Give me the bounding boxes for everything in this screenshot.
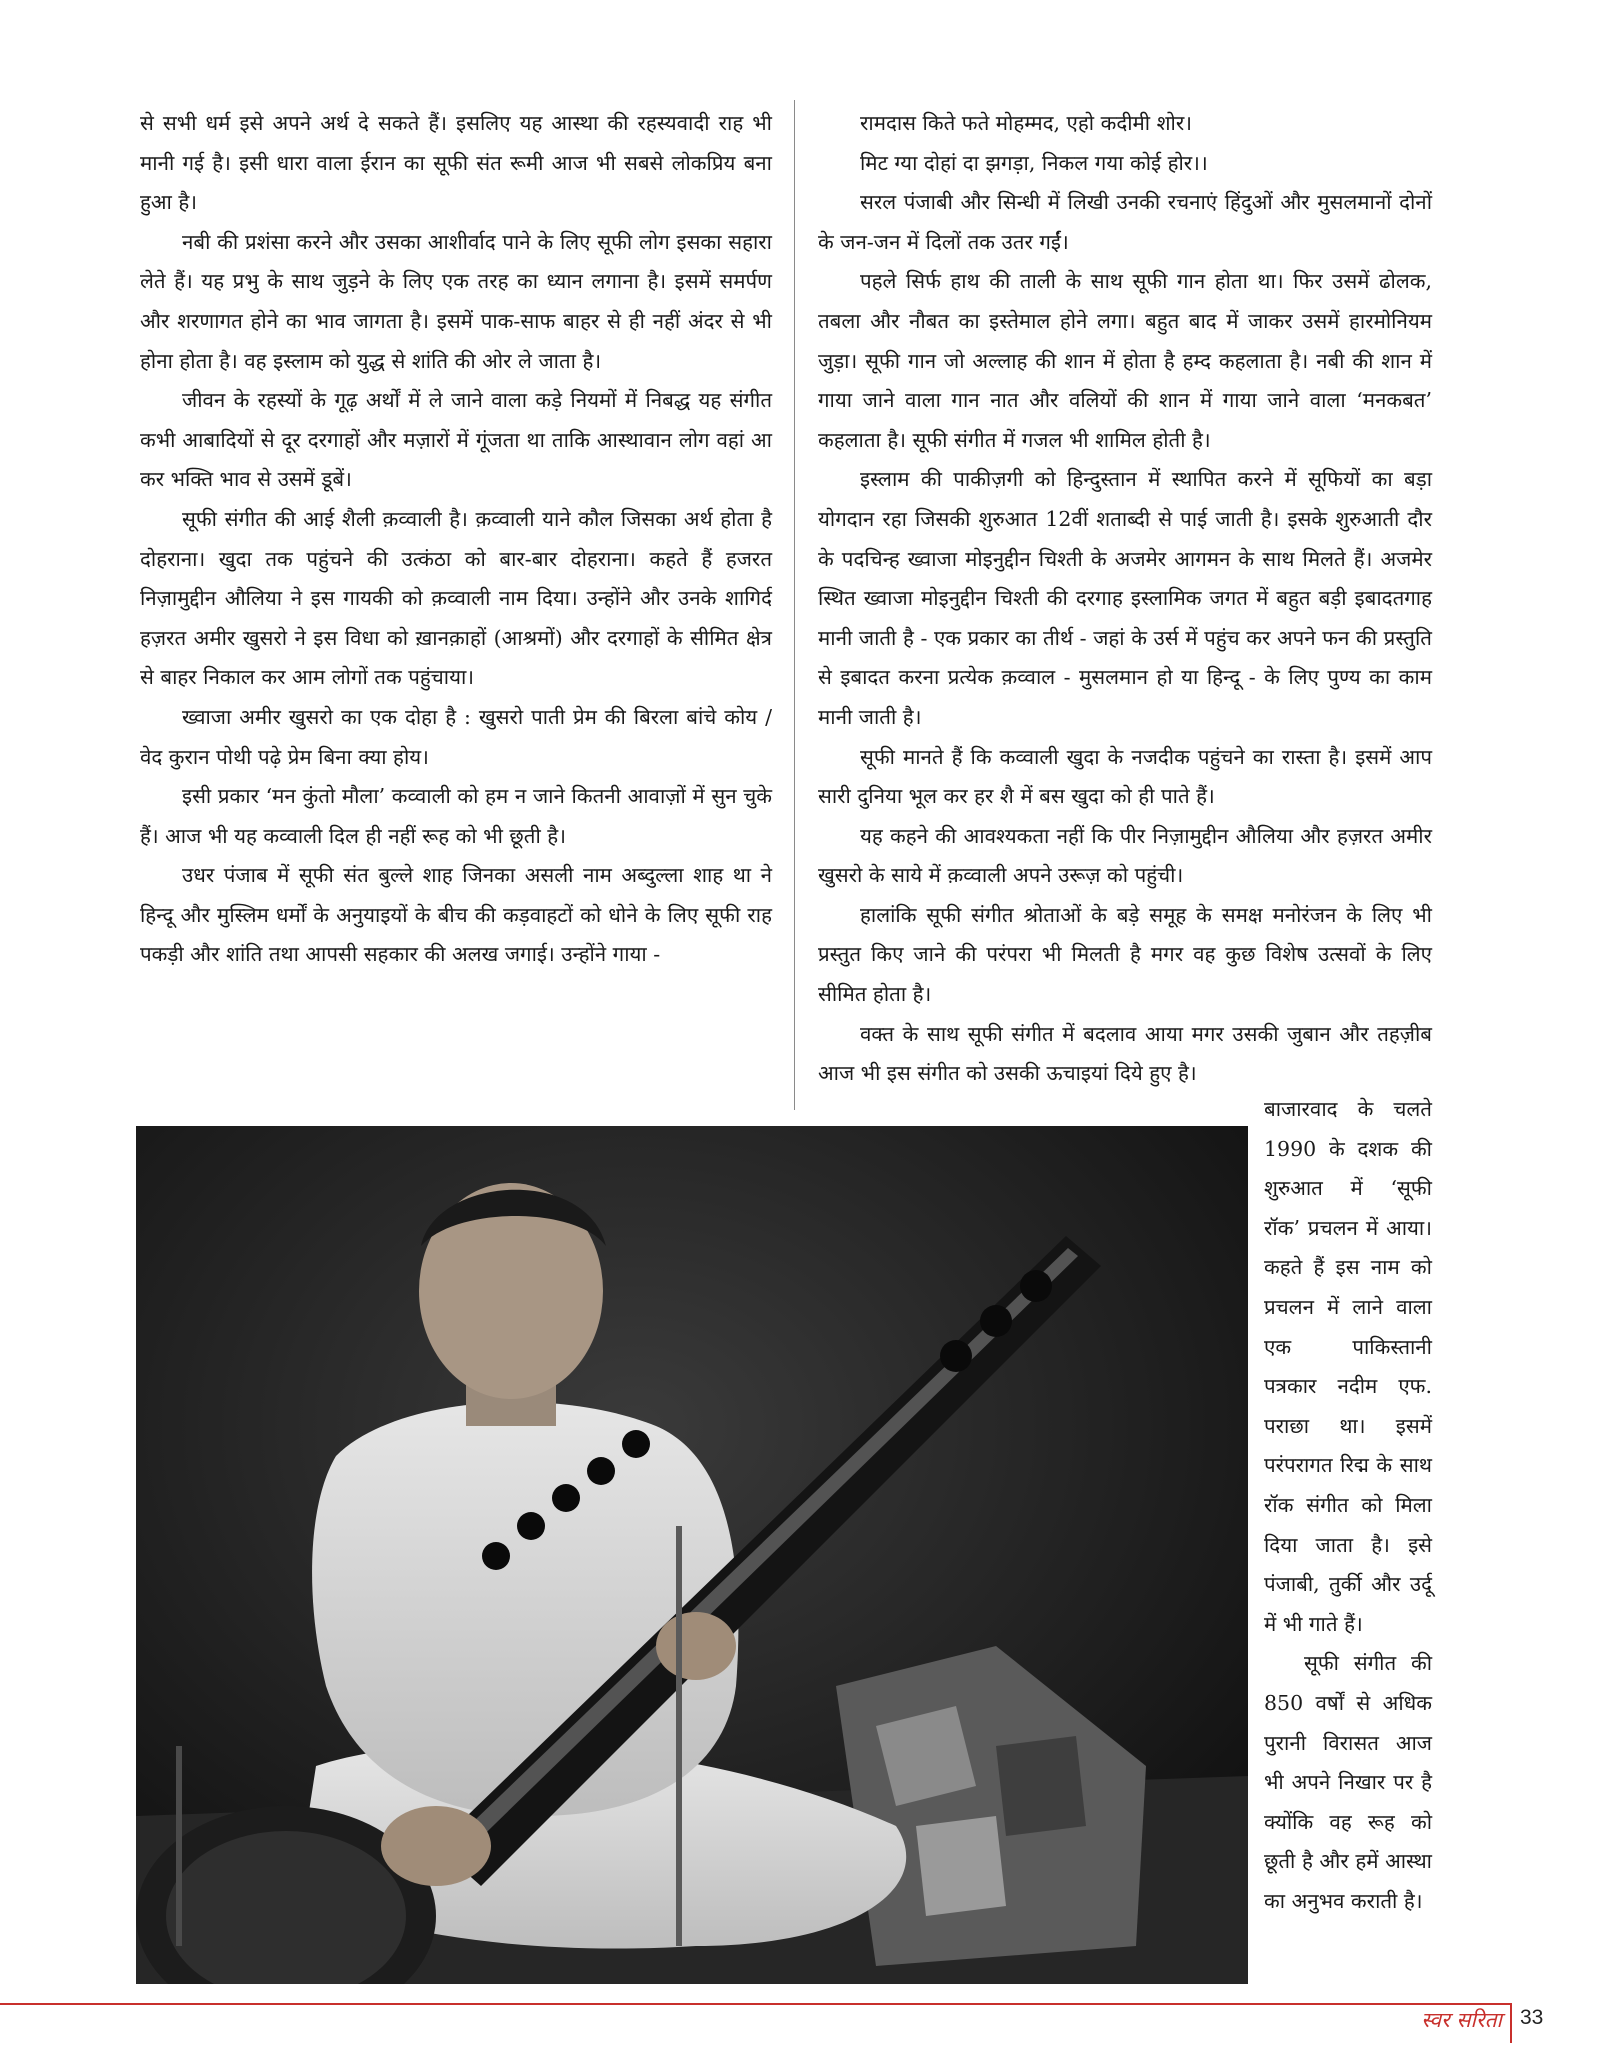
sidebar-text: [1264, 1090, 1432, 1921]
paragraph: बाजारवाद के चलते 1990 के दशक की शुरुआत में ‘सूफी रॉक’ प्रचलन में आया। कहते हैं इस नाम को प्रचलन में लाने वाला एक पाकिस्तानी पत्रकार नदीम एफ. पराछा था। इसमें परंपरागत रिद्म के साथ रॉक संगीत को मिला दिया जाता है। इसे पंजाबी, तुर्की और उर्दू में भी गाते हैं।: [1264, 1097, 1432, 1636]
paragraph: से सभी धर्म इसे अपने अर्थ दे सकते हैं। इसलिए यह आस्था की रहस्यवादी राह भी मानी गई है। इसी धारा वाला ईरान का सूफी संत रूमी आज भी सबसे लोकप्रिय बना हुआ है।: [140, 111, 772, 215]
paragraph: इसी प्रकार ‘मन कुंतो मौला’ कव्वाली को हम न जाने कितनी आवाज़ों में सुन चुके हैं। आज भी यह कव्वाली दिल ही नहीं रूह को भी छूती है।: [140, 784, 772, 848]
paragraph: सूफी संगीत की 850 वर्षों से अधिक पुरानी विरासत आज भी अपने निखार पर है क्योंकि वह रूह को छूती है और हमें आस्था का अनुभव कराती है।: [1264, 1651, 1432, 1913]
paragraph: जीवन के रहस्यों के गूढ़ अर्थों में ले जाने वाला कड़े नियमों में निबद्ध यह संगीत कभी आबादियों से दूर दरगाहों और मज़ारों में गूंजता था ताकि आस्थावान लोग वहां आ कर भक्ति भाव से उसमें डूबें।: [140, 388, 772, 492]
sitar-player-photo: [136, 1126, 1248, 1984]
paragraph: हालांकि सूफी संगीत श्रोताओं के बड़े समूह के समक्ष मनोरंजन के लिए भी प्रस्तुत किए जाने की परंपरा भी मिलती है मगर वह कुछ विशेष उत्सवों के लिए सीमित होता है।: [818, 902, 1432, 1007]
paragraph: इस्लाम की पाकीज़गी को हिन्दुस्तान में स्थापित करने में सूफियों का बड़ा योगदान रहा जिसकी शुरुआत 12वीं शताब्दी से पाई जाती है। इसके शुरुआती दौर के पदचिन्ह ख्वाजा मोइनुद्दीन चिश्ती के अजमेर आगमन के साथ मिलते हैं। अजमेर स्थित ख्वाजा मोइनुद्दीन चिश्ती की दरगाह इस्लामिक जगत में बहुत बड़ी इबादतगाह मानी जाती है - एक प्रकार का तीर्थ - जहां के उर्स में पहुंच कर अपने फन की प्रस्तुति से इबादत करना प्रत्येक क़व्वाल - मुसलमान हो या हिन्दू - के लिए पुण्य का काम मानी जाती है।: [818, 467, 1432, 729]
paragraph: सरल पंजाबी और सिन्धी में लिखी उनकी रचनाएं हिंदुओं और मुसलमानों दोनों के जन-जन में दिलों तक उतर गईं।: [818, 190, 1432, 254]
left-column: [140, 104, 772, 975]
footer-divider: [1510, 2003, 1512, 2043]
paragraph: वक्त के साथ सूफी संगीत में बदलाव आया मगर उसकी जुबान और तहज़ीब आज भी इस संगीत को उसकी ऊचाइयां दिये हुए है।: [818, 1021, 1432, 1086]
paragraph: सूफी संगीत की आई शैली क़व्वाली है। क़व्वाली याने कौल जिसका अर्थ होता है दोहराना। खुदा तक पहुंचने की उत्कंठा को बार-बार दोहराना। कहते हैं हजरत निज़ामुद्दीन औलिया ने इस गायकी को क़व्वाली नाम दिया। उन्होंने और उनके शागिर्द हज़रत अमीर खुसरो ने इस विधा को ख़ानक़ाहों (आश्रमों) और दरगाहों के सीमित क्षेत्र से बाहर निकाल कर आम लोगों तक पहुंचाया।: [140, 506, 772, 690]
page-number: 33: [1520, 2006, 1544, 2029]
paragraph: उधर पंजाब में सूफी संत बुल्ले शाह जिनका असली नाम अब्दुल्ला शाह था ने हिन्दू और मुस्लिम धर्मों के अनुयाइयों के बीच की कड़वाहटों को धोने के लिए सूफी राह पकड़ी और शांति तथा आपसी सहकार की अलख जगाई। उन्होंने गाया -: [140, 863, 772, 967]
right-column: [818, 104, 1432, 1094]
paragraph: सूफी मानते हैं कि कव्वाली खुदा के नजदीक पहुंचने का रास्ता है। इसमें आप सारी दुनिया भूल कर हर शै में बस खुदा को ही पाते हैं।: [818, 744, 1432, 809]
paragraph: ख्वाजा अमीर खुसरो का एक दोहा है : खुसरो पाती प्रेम की बिरला बांचे कोय / वेद कुरान पोथी पढ़े प्रेम बिना क्या होय।: [140, 704, 772, 769]
magazine-name: स्वर सरिता: [1421, 2008, 1502, 2032]
paragraph: नबी की प्रशंसा करने और उसका आशीर्वाद पाने के लिए सूफी लोग इसका सहारा लेते हैं। यह प्रभु के साथ जुड़ने के लिए एक तरह का ध्यान लगाना है। इसमें समर्पण और शरणागत होने का भाव जागता है। इसमें पाक-साफ बाहर से ही नहीं अंदर से भी होना होता है। वह इस्लाम को युद्ध से शांति की ओर ले जाता है।: [140, 229, 772, 373]
footer-rule: [0, 2003, 1510, 2005]
paragraph: यह कहने की आवश्यकता नहीं कि पीर निज़ामुद्दीन औलिया और हज़रत अमीर खुसरो के साये में क़व्वाली अपने उरूज़ को पहुंची।: [818, 823, 1432, 888]
sitar-player-photo-icon: [136, 1126, 1248, 1984]
verse-line: रामदास किते फते मोहम्मद, एहो कदीमी शोर।: [860, 111, 1193, 135]
column-divider: [794, 100, 795, 1110]
paragraph: पहले सिर्फ हाथ की ताली के साथ सूफी गान होता था। फिर उसमें ढोलक, तबला और नौबत का इस्तेमाल होने लगा। बहुत बाद में जाकर उसमें हारमोनियम जुड़ा। सूफी गान जो अल्लाह की शान में होता है हम्द कहलाता है। नबी की शान में गाया जाने वाला गान नात और वलियों की शान में गाया जाने वाला ‘मनकबत’ कहलाता है। सूफी संगीत में गजल भी शामिल होती है।: [818, 269, 1432, 452]
verse-line: मिट ग्या दोहां दा झगड़ा, निकल गया कोई होर।।: [860, 150, 1208, 175]
